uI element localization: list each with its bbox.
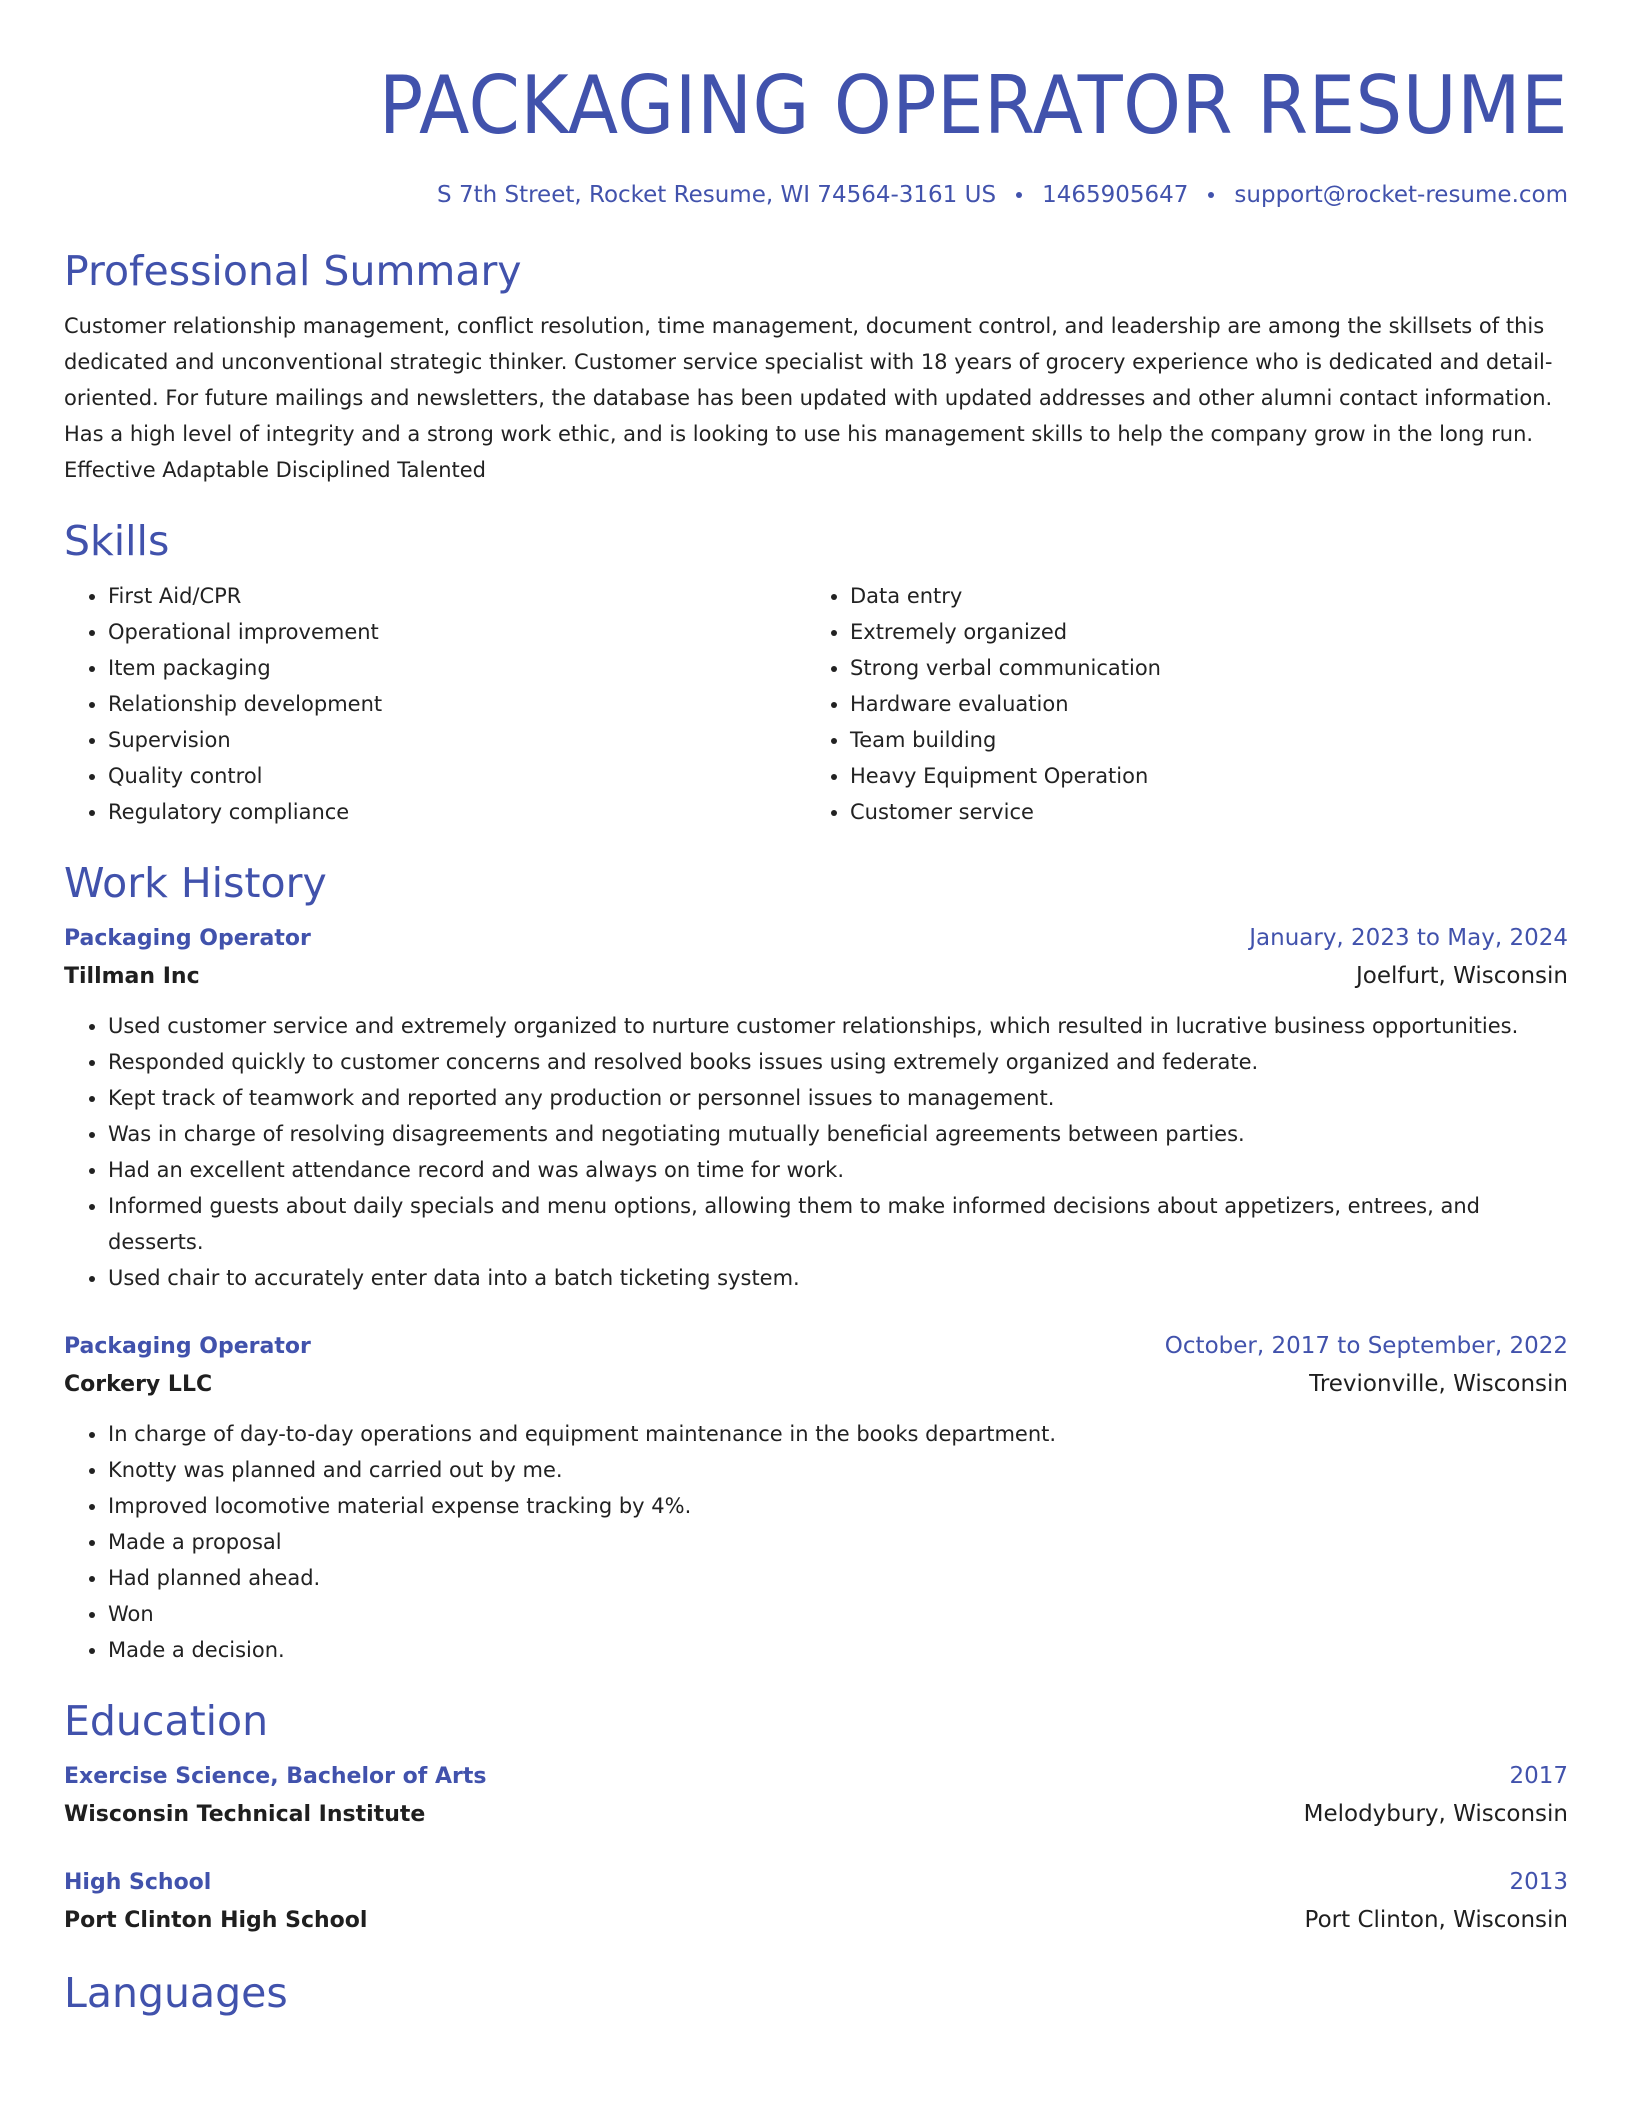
job-duty: • Won <box>108 1596 1568 1632</box>
skills-heading: Skills <box>64 517 170 565</box>
education-entry <box>64 1758 1568 1834</box>
contact-line <box>64 180 1568 210</box>
job-duty: • Had planned ahead. <box>108 1560 1568 1596</box>
skills-list <box>64 578 1568 830</box>
skill-item: • Regulatory compliance <box>108 794 806 830</box>
job-duty: • Was in charge of resolving disagreements and negotiating mutually beneficial agreements between parties. <box>108 1116 1568 1152</box>
skill-item: • Item packaging <box>108 650 806 686</box>
job-duty: • Used chair to accurately enter data into a batch ticketing system. <box>108 1260 1568 1296</box>
job-header-row <box>64 920 1568 957</box>
school-name: Port Clinton High School <box>64 1908 368 1933</box>
skill-item: • First Aid/CPR <box>108 578 806 614</box>
contact-phone: 1465905647 <box>1042 182 1189 208</box>
skill-item: • Relationship development <box>108 686 806 722</box>
graduation-year: 2017 <box>1509 1763 1568 1789</box>
job-duty: • Used customer service and extremely organized to nurture customer relationships, which resulted in lucrative business opportunities. <box>108 1008 1568 1044</box>
education-header-row <box>64 1758 1568 1795</box>
school-location: Melodybury, Wisconsin <box>1303 1801 1568 1827</box>
job-duty: • Made a decision. <box>108 1632 1568 1668</box>
skill-item: • Heavy Equipment Operation <box>850 758 1548 794</box>
work-history-heading: Work History <box>64 859 327 907</box>
job-dates: January, 2023 to May, 2024 <box>1249 925 1568 951</box>
skill-item: • Quality control <box>108 758 806 794</box>
job-duties-list <box>64 1008 1568 1296</box>
job-duty: • Informed guests about daily specials and menu options, allowing them to make informed decisions about appetizers, entrees, and desserts. <box>108 1188 1568 1260</box>
job-title: Packaging Operator <box>64 1334 311 1359</box>
graduation-year: 2013 <box>1509 1869 1568 1895</box>
separator-dot <box>1016 192 1022 198</box>
skill-item: • Strong verbal communication <box>850 650 1548 686</box>
job-title: Packaging Operator <box>64 926 311 951</box>
separator-dot <box>1208 192 1214 198</box>
skill-item: • Supervision <box>108 722 806 758</box>
summary-heading: Professional Summary <box>64 247 522 295</box>
school-name: Wisconsin Technical Institute <box>64 1802 426 1827</box>
skill-item: • Data entry <box>850 578 1548 614</box>
languages-heading: Languages <box>64 1969 288 2017</box>
job-duty: • Responded quickly to customer concerns and resolved books issues using extremely organized and federate. <box>108 1044 1568 1080</box>
education-header-row <box>64 1864 1568 1901</box>
job-duty: • Made a proposal <box>108 1524 1568 1560</box>
job-entry <box>64 920 1568 1296</box>
job-duty: • Improved locomotive material expense tracking by 4%. <box>108 1488 1568 1524</box>
education-entry <box>64 1864 1568 1940</box>
resume-page <box>64 0 1568 2020</box>
job-entry <box>64 1328 1568 1668</box>
job-duty: • Kept track of teamwork and reported any production or personnel issues to management. <box>108 1080 1568 1116</box>
skill-item: • Customer service <box>850 794 1548 830</box>
degree-name: High School <box>64 1870 212 1895</box>
skills-column-left <box>64 578 806 830</box>
job-location: Joelfurt, Wisconsin <box>1355 963 1568 989</box>
education-school-row <box>64 1795 1568 1834</box>
job-duty: • Had an excellent attendance record and was always on time for work. <box>108 1152 1568 1188</box>
job-dates: October, 2017 to September, 2022 <box>1164 1333 1568 1359</box>
resume-title: PACKAGING OPERATOR RESUME <box>378 59 1568 152</box>
job-duty: • In charge of day-to-day operations and equipment maintenance in the books department. <box>108 1416 1568 1452</box>
contact-email: support@rocket-resume.com <box>1234 182 1568 208</box>
contact-address: S 7th Street, Rocket Resume, WI 74564-3161 US <box>437 182 997 208</box>
job-company-row <box>64 1365 1568 1404</box>
education-school-row <box>64 1901 1568 1940</box>
education-heading: Education <box>64 1697 269 1745</box>
company-name: Tillman Inc <box>64 964 200 989</box>
job-duties-list <box>64 1416 1568 1668</box>
company-name: Corkery LLC <box>64 1372 213 1397</box>
school-location: Port Clinton, Wisconsin <box>1304 1907 1568 1933</box>
skills-column-right <box>806 578 1548 830</box>
job-header-row <box>64 1328 1568 1365</box>
skill-item: • Hardware evaluation <box>850 686 1548 722</box>
skill-item: • Team building <box>850 722 1548 758</box>
skill-item: • Extremely organized <box>850 614 1548 650</box>
job-location: Trevionville, Wisconsin <box>1309 1371 1568 1397</box>
job-company-row <box>64 957 1568 996</box>
degree-name: Exercise Science, Bachelor of Arts <box>64 1764 487 1789</box>
job-duty: • Knotty was planned and carried out by me. <box>108 1452 1568 1488</box>
summary-text: Customer relationship management, conflict resolution, time management, document control, and leadership are among the skillsets of this dedicated and unconventional strategic thinker. Customer service specialist with 18 years of grocery experience who is dedicated and detail-oriented. For future mailings and newsletters, the database has been updated with updated addresses and other alumni contact information. Has a high level of integrity and a strong work ethic, and is looking to use his management skills to help the company grow in the long run. Effective Adaptable Disciplined Talented <box>64 314 1553 482</box>
skill-item: • Operational improvement <box>108 614 806 650</box>
